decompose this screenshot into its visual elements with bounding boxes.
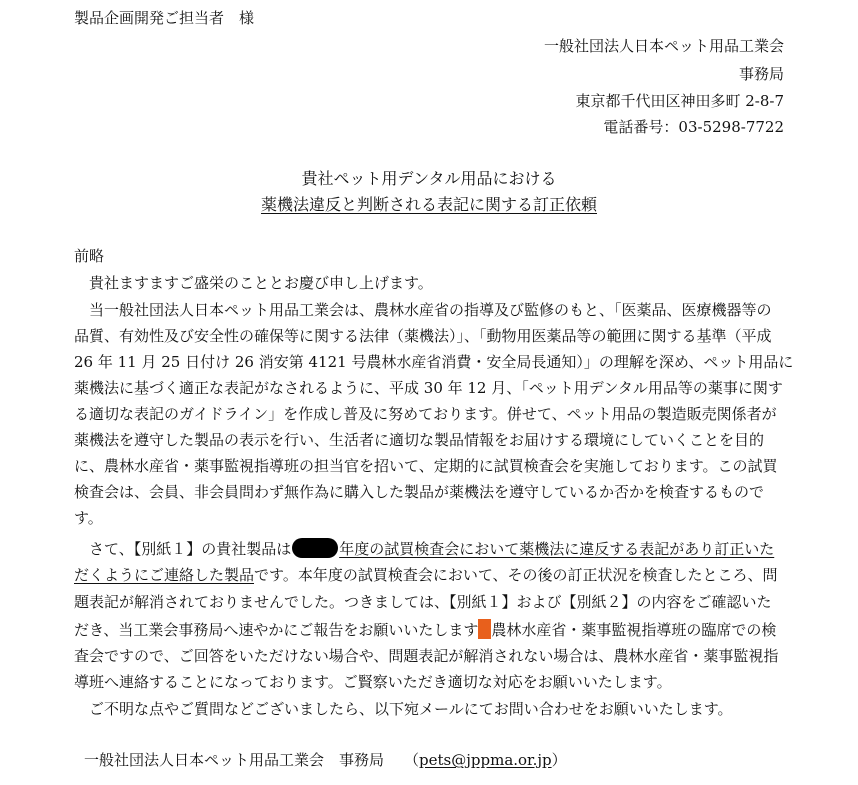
body-p2-line3: 26 年 11 月 25 日付け 26 消安第 4121 号農林水産省消費・安全局長通知）」の理解を深め、ペット用品に [74,353,794,371]
title-line-1: 貴社ペット用デンタル用品における [301,169,557,188]
sender-address: 東京都千代田区神田多町 2-8-7 [575,92,784,110]
body-p3-line1-a: さて、【別紙１】の貴社製品は [74,540,292,558]
body-p3-line4 [74,619,786,640]
body-p3-line5: 査会ですので、ご回答をいただけない場合や、問題表記が解消されない場合は、農林水産省・薬事監視指 [74,647,779,665]
body-p2-line7: に、農林水産省・薬事監視指導班の担当官を招いて、定期的に試買検査会を実施しております。この試買 [74,457,778,475]
body-p1: 貴社ますますご盛栄のこととお慶び申し上げます。 [74,274,433,292]
footer-org: 一般社団法人日本ペット用品工業会 事務局 [84,751,385,769]
body-p3-line2 [74,565,786,585]
email-link[interactable]: pets@jppma.or.jp [419,751,552,769]
sender-dept: 事務局 [738,65,784,83]
sender-org: 一般社団法人日本ペット用品工業会 [543,37,784,55]
body-p2-line6: 薬機法を遵守した製品の表示を行い、生活者に適切な製品情報をお届けする環境にしていくことを目的 [74,431,765,449]
addressee: 製品企画開発ご担当者 様 [74,9,255,27]
footer-open-paren: （ [404,751,420,769]
body-p3-line3: 題表記が解消されておりませんでした。つきましては、【別紙１】および【別紙２】の内容をご確認いた [74,593,772,611]
body-p2-line2: 品質、有効性及び安全性の確保等に関する法律（薬機法）」、「動物用医薬品等の範囲に関する基準（平成 [74,327,772,345]
body-p3-line1 [74,538,786,559]
body-p2-line9: す。 [74,509,103,527]
body-p2-line4: 薬機法に基づく適正な表記がなされるように、平成 30 年 12 月、「ペット用デンタル用品等の薬事に関す [74,379,783,397]
redaction-block [292,538,338,558]
body-p3-line2-b: です。本年度の試買検査会において、その後の訂正状況を検査したところ、問 [254,566,778,584]
body-p2-line1: 当一般社団法人日本ペット用品工業会は、農林水産省の指導及び監修のもと、「医薬品、医療機器等の [74,301,772,319]
body-p3-line4-a: だき、当工業会事務局へ速やかにご報告をお願いいたします [74,621,479,639]
body-p2-line5: る適切な表記のガイドライン」を作成し普及に努めております。併せて、ペット用品の製造販売関係者が [74,405,777,423]
body-p2-line8: 検査会は、会員、非会員問わず無作為に購入した製品が薬機法を遵守しているか否かを検査するもので [74,483,765,501]
highlight-mark [478,619,491,639]
body-p3-line6: 導班へ連絡することになっております。ご賢察いただき適切な対応をお願いいたします。 [74,673,672,691]
salutation: 前略 [74,247,105,265]
footer-close-paren: ） [551,751,567,769]
body-p4: ご不明な点やご質問などございましたら、以下宛メールにてお問い合わせをお願いいたします。 [74,700,733,718]
footer-contact [84,750,567,770]
body-p3-line2-a: だくようにご連絡した製品 [74,566,255,584]
body-p3-line1-b: 年度の試買検査会において薬機法に違反する表記があり訂正いた [339,540,775,558]
body-p3-line4-b: 農林水産省・薬事監視指導班の臨席での検 [491,621,777,639]
title-line-2-text: 薬機法違反と判断される表記に関する訂正依頼 [260,195,597,214]
sender-phone: 電話番号：03-5298-7722 [603,118,784,136]
title-line-2 [0,195,858,215]
